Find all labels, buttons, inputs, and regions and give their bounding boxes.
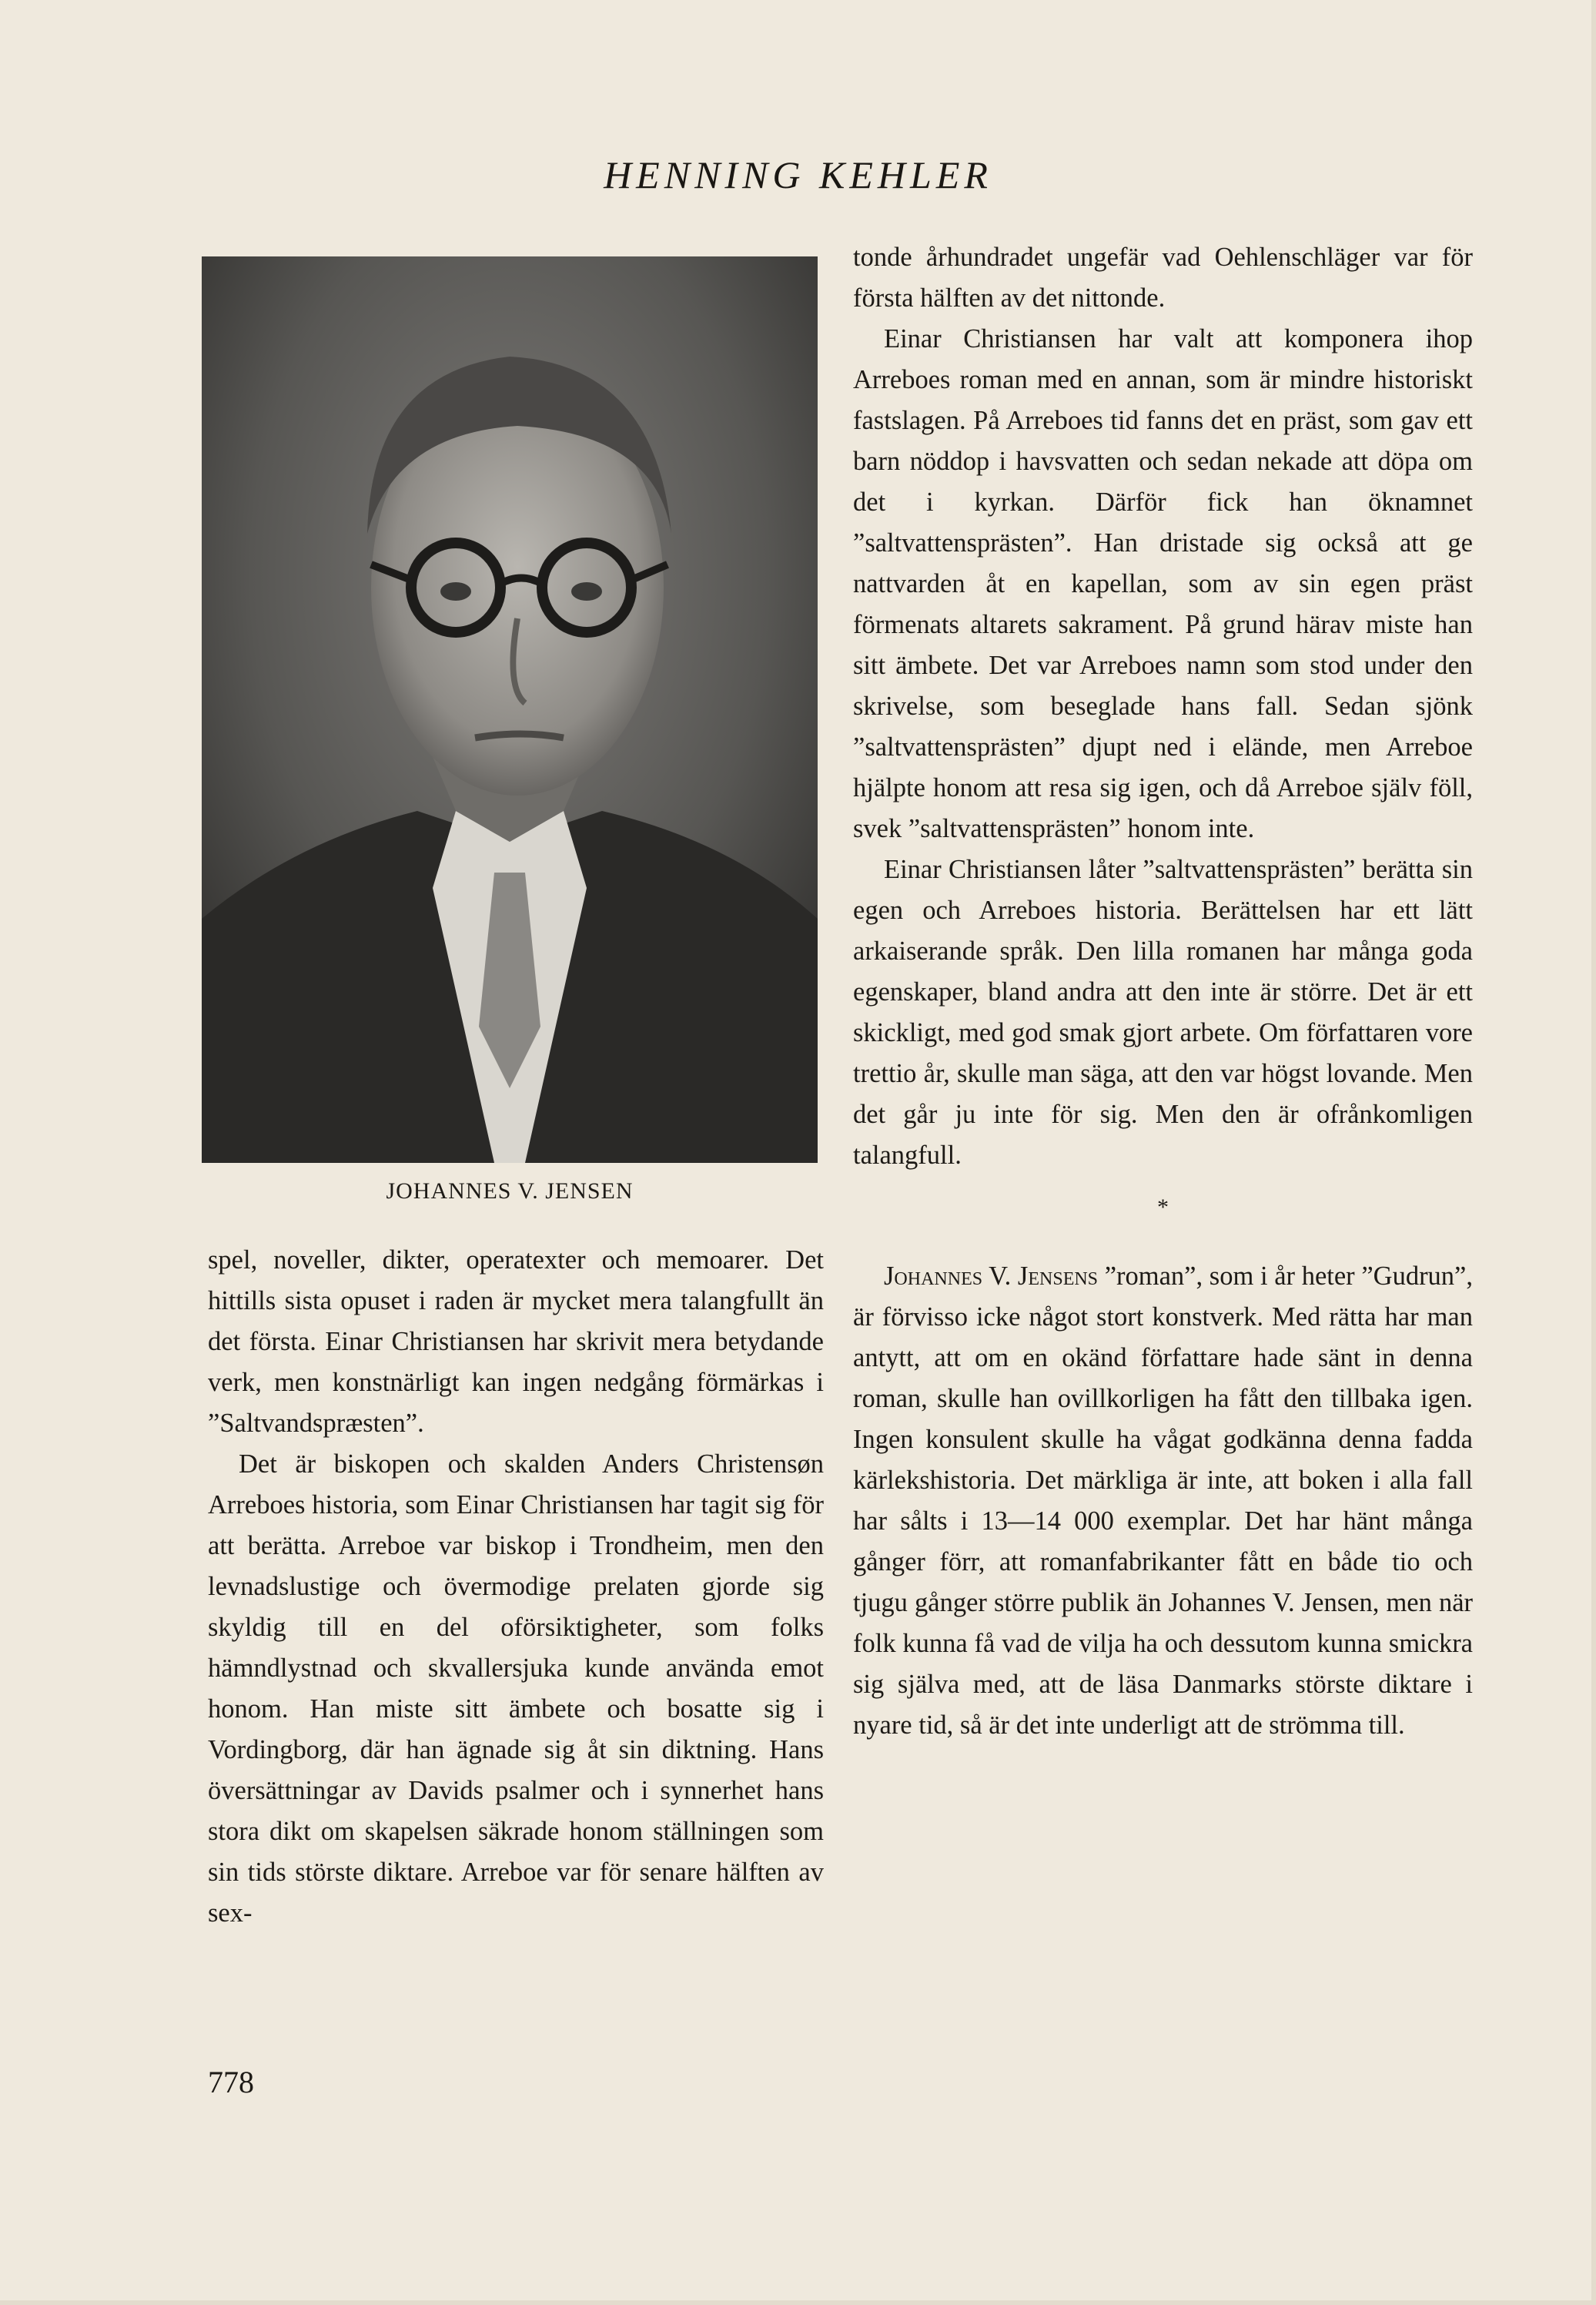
page-number: 778: [208, 2065, 254, 2099]
left-column: [208, 1240, 824, 1934]
paragraph: spel, noveller, dikter, operatexter och memoarer. Det hittills sista opuset i raden är mycket mera talangfullt än det första. Einar Christiansen har skrivit mera betydande verk, men konstnärligt kan ingen nedgång förmärkas i ”Saltvandspræsten”.: [208, 1245, 824, 1438]
portrait-illustration: [202, 256, 818, 1163]
running-title: HENNING KEHLER: [604, 153, 992, 196]
paragraph: tonde århundradet ungefär vad Oehlenschläger var för första hälften av det nittonde.: [853, 243, 1473, 313]
author-name-smallcaps: Johannes V. Jensens: [884, 1261, 1099, 1291]
right-column: [853, 237, 1473, 1746]
photo-caption: JOHANNES V. JENSEN: [386, 1178, 634, 1204]
paragraph: Det är biskopen och skalden Anders Christensøn Arreboes historia, som Einar Christiansen har tagit sig för att berätta. Arreboe var biskop i Trondheim, men den levnadslustige och övermodige prelaten gjorde sig skyldig till en del oförsiktigheter, som folks hämndlystnad och skvallersjuka kunde använda emot honom. Han miste sitt ämbete och bosatte sig i Vordingborg, där han ägnade sig åt sin diktning. Hans översättningar av Davids psalmer och i synnerhet hans stora dikt om skapelsen säkrade honom ställningen som sin tids störste diktare. Arreboe var för senare hälften av sex-: [208, 1449, 824, 1928]
paragraph-text: ”roman”, som i år heter ”Gudrun”, är förvisso icke något stort konstverk. Med rätta har man antytt, att om en okänd författare hade sänt in denna roman, skulle han ovillkorligen ha fått den tillbaka igen. Ingen konsulent skulle ha vågat godkänna denna fadda kärlekshistoria. Det märkliga är inte, att boken i alla fall har sålts i 13—14 000 exemplar. Det har hänt många gånger förr, att romanfabrikanter fått en både tio och tjugu gånger större publik än Johannes V. Jensen, men när folk kunna få vad de vilja ha och dessutom kunna smickra sig själva med, att de läsa Danmarks störste diktare i nyare tid, så är det inte underligt att de strömma till.: [853, 1261, 1473, 1740]
paragraph: Einar Christiansen låter ”saltvattensprästen” berätta sin egen och Arreboes historia. Berättelsen har ett lätt arkaiserande språk. Den lilla romanen har många goda egenskaper, bland andra att den inte är större. Det är ett skickligt, med god smak gjort arbete. Om författaren vore trettio år, skulle man säga, att den var högst lovande. Men det går ju inte för sig. Men den är ofrånkomligen talangfull.: [853, 855, 1473, 1170]
paragraph: Einar Christiansen har valt att komponera ihop Arreboes roman med en annan, som är mindre historiskt fastslagen. På Arreboes tid fanns det en präst, som gav ett barn nöddop i havsvatten och sedan nekade att döpa om det i kyrkan. Därför fick han öknamnet ”saltvattensprästen”. Han dristade sig också att ge nattvarden åt en kapellan, som av sin egen präst förmenats altarets sakrament. På grund härav miste han sitt ämbete. Det var Arreboes namn som stod under den skrivelse, som beseglade hans fall. Sedan sjönk ”saltvattensprästen” djupt ned i elände, men Arreboe hjälpte honom att resa sig igen, och då Arreboe själv föll, svek ”saltvattensprästen” honom inte.: [853, 324, 1473, 843]
paragraph: [853, 1256, 1473, 1746]
portrait-photo: [202, 256, 818, 1163]
section-separator: *: [1157, 1194, 1169, 1220]
